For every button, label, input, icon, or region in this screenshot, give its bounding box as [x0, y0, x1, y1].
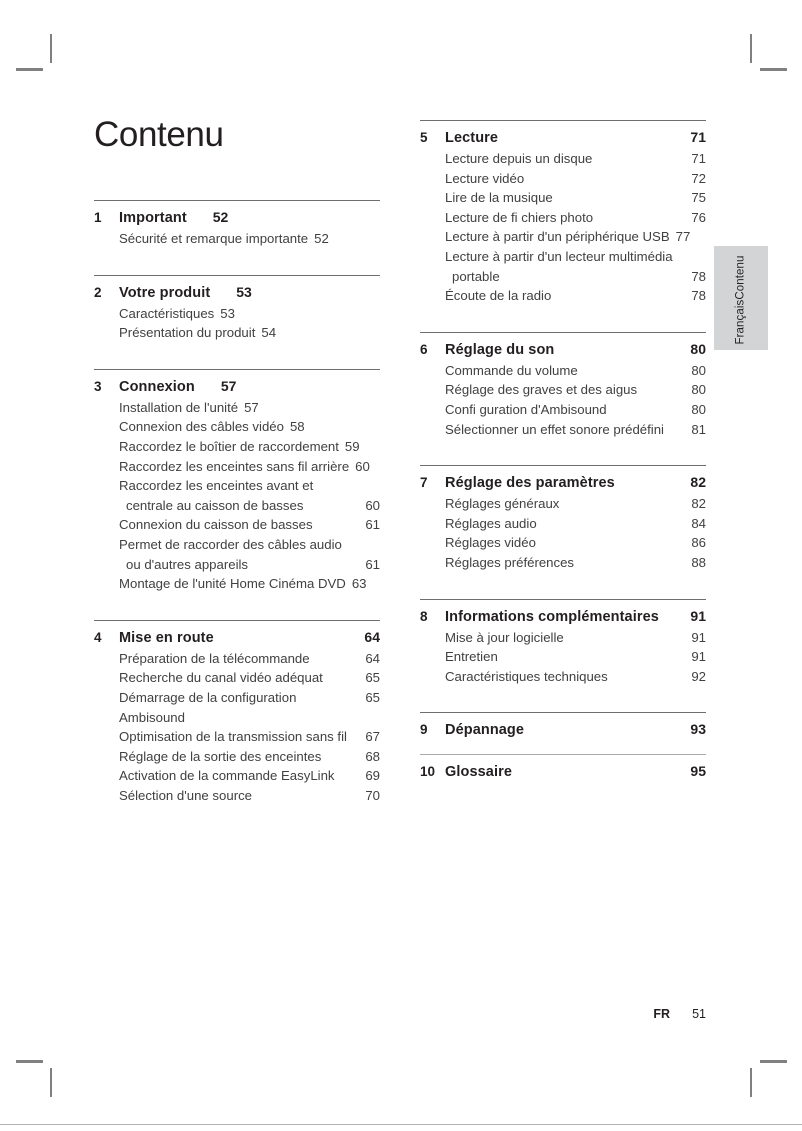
toc-section-page-number: 91	[690, 607, 706, 624]
toc-entry-label: Permet de raccorder des câbles audio	[119, 536, 342, 552]
toc-entry-page-number: 78	[691, 288, 706, 304]
toc-section	[420, 120, 706, 306]
toc-entry[interactable]	[420, 188, 706, 208]
toc-entry-label: Réglages vidéo	[445, 535, 536, 551]
crop-mark-top-right-vertical	[750, 34, 752, 63]
toc-entry-page-number: 86	[691, 535, 706, 551]
toc-section-number: 1	[94, 210, 102, 225]
toc-section-page-number: 64	[364, 628, 380, 645]
crop-mark-top-left-vertical	[50, 34, 52, 63]
toc-entry-page-number: 84	[691, 515, 706, 531]
toc-entry[interactable]	[94, 727, 380, 747]
toc-entry[interactable]	[420, 247, 706, 267]
toc-section-number: 6	[420, 341, 428, 357]
toc-entry-label: Installation de l'unité	[119, 399, 239, 415]
page-title: Contenu	[94, 115, 224, 154]
toc-entry-label: Sécurité et remarque importante	[119, 231, 309, 246]
toc-entry-label: Écoute de la radio	[445, 288, 552, 304]
toc-entry-list	[420, 491, 706, 572]
toc-entry-page-number: 88	[691, 554, 706, 570]
toc-entry-page-number: 78	[691, 268, 706, 284]
toc-section-number: 5	[420, 130, 428, 145]
toc-entry-page-number: 61	[365, 556, 380, 572]
toc-entry-label: Caractéristiques techniques	[445, 668, 608, 684]
toc-entry[interactable]	[94, 476, 380, 496]
crop-mark-bottom-left-vertical	[50, 1068, 52, 1097]
toc-entry-label: Réglages préférences	[445, 554, 575, 570]
toc-entry[interactable]	[420, 533, 706, 553]
toc-entry-page-number: 64	[365, 650, 380, 666]
toc-entry-page-number: 70	[365, 787, 380, 803]
toc-section	[94, 200, 380, 249]
toc-entry-page-number: 53	[220, 305, 235, 321]
toc-entry[interactable]	[94, 515, 380, 535]
toc-section-heading[interactable]	[94, 370, 380, 395]
toc-entry-label: portable	[452, 268, 500, 284]
toc-entry-page-number: 82	[691, 496, 706, 512]
toc-entry-page-number: 91	[691, 629, 706, 645]
crop-mark-bottom-left-horizontal	[16, 1060, 43, 1063]
toc-section-title: Glossaire	[445, 764, 512, 781]
toc-entry-label: Présentation du produit	[119, 325, 256, 341]
toc-section-title: Important	[119, 210, 187, 226]
toc-section-title: Informations complémentaires	[445, 608, 659, 625]
toc-entry-label: Commande du volume	[445, 362, 578, 378]
toc-entry[interactable]	[94, 649, 380, 669]
toc-section-page-number: 57	[220, 377, 237, 394]
toc-entry-page-number: 80	[691, 382, 706, 398]
toc-entry[interactable]	[94, 496, 380, 516]
footer-language-code: FR	[653, 1007, 671, 1021]
toc-entry[interactable]	[420, 514, 706, 534]
toc-entry-page-number: 58	[289, 419, 305, 435]
toc-section-title: Mise en route	[119, 629, 214, 646]
toc-entry[interactable]	[420, 553, 706, 573]
crop-mark-top-left-horizontal	[16, 68, 43, 71]
page-footer	[420, 1007, 706, 1021]
toc-entry[interactable]	[94, 555, 380, 575]
toc-section-heading[interactable]	[420, 755, 706, 780]
toc-section	[420, 465, 706, 572]
toc-entry-list	[420, 625, 706, 687]
toc-column-left	[94, 200, 380, 805]
toc-section-number: 3	[94, 378, 102, 394]
toc-entry-page-number: 69	[365, 768, 380, 784]
toc-entry-page-number: 59	[344, 438, 360, 454]
toc-entry-list	[420, 146, 706, 306]
toc-entry-label: Mise à jour logicielle	[445, 629, 564, 645]
toc-entry-page-number: 92	[691, 668, 706, 684]
toc-section	[420, 332, 706, 439]
toc-section-gap	[420, 738, 706, 754]
side-tab-label: FrançaisContenu	[735, 255, 748, 345]
toc-entry[interactable]	[94, 688, 380, 727]
toc-entry-page-number: 60	[355, 458, 370, 474]
toc-section-heading[interactable]	[420, 333, 706, 358]
toc-entry[interactable]	[420, 361, 706, 381]
toc-entry[interactable]	[94, 398, 380, 418]
toc-entry-page-number: 60	[365, 497, 380, 513]
toc-entry-label: Lecture de fi chiers photo	[445, 209, 594, 225]
toc-section-heading[interactable]	[94, 201, 380, 226]
toc-entry-label: Montage de l'unité Home Cinéma DVD	[119, 576, 346, 592]
toc-entry-label: Préparation de la télécommande	[119, 650, 310, 666]
toc-entry-page-number: 63	[351, 576, 367, 592]
toc-section-gap	[420, 439, 706, 465]
toc-section-heading[interactable]	[94, 621, 380, 646]
toc-entry[interactable]	[420, 400, 706, 420]
toc-section-page-number: 93	[690, 721, 706, 738]
toc-section-gap	[94, 249, 380, 275]
toc-section	[94, 620, 380, 806]
toc-entry-label: Raccordez les enceintes avant et	[119, 478, 314, 494]
toc-section-heading[interactable]	[420, 466, 706, 491]
toc-entry-page-number: 65	[365, 670, 380, 686]
toc-section-page-number: 53	[236, 283, 252, 300]
toc-entry[interactable]	[94, 323, 380, 343]
toc-section-number: 8	[420, 608, 428, 624]
toc-entry[interactable]	[420, 494, 706, 514]
toc-entry-label: Activation de la commande EasyLink	[119, 768, 335, 784]
toc-section-gap	[94, 594, 380, 620]
toc-section-number: 10	[420, 764, 436, 780]
toc-entry-page-number: 57	[244, 399, 259, 415]
toc-section-number: 7	[420, 475, 428, 491]
toc-entry-page-number: 81	[691, 421, 706, 437]
toc-entry-page-number: 68	[365, 748, 380, 764]
toc-section	[420, 754, 706, 780]
toc-entry[interactable]	[420, 267, 706, 287]
toc-entry-label: Raccordez les enceintes sans fil arrière	[119, 458, 350, 474]
toc-entry-label: Réglage des graves et des aigus	[445, 382, 638, 398]
toc-section-title: Votre produit	[119, 284, 211, 301]
toc-entry-label: centrale au caisson de basses	[126, 497, 304, 513]
toc-entry-label: Raccordez le boîtier de raccordement	[119, 438, 339, 454]
toc-section-page-number: 82	[690, 474, 706, 491]
toc-entry[interactable]	[94, 457, 380, 477]
toc-entry-page-number: 72	[691, 170, 706, 186]
toc-entry-label: Lecture à partir d'un lecteur multimédia	[445, 248, 673, 264]
crop-mark-bottom-right-horizontal	[760, 1060, 787, 1063]
toc-section-number: 9	[420, 722, 428, 738]
toc-entry[interactable]	[420, 628, 706, 648]
toc-section-number: 2	[94, 284, 102, 300]
toc-entry[interactable]	[94, 786, 380, 806]
toc-section-gap	[94, 343, 380, 369]
toc-entry[interactable]	[420, 149, 706, 169]
toc-entry-label: Entretien	[445, 649, 498, 665]
toc-entry-page-number: 75	[691, 190, 706, 206]
toc-entry-page-number: 67	[365, 729, 380, 745]
toc-entry[interactable]	[420, 169, 706, 189]
toc-section-page-number: 80	[690, 340, 706, 357]
toc-section-gap	[420, 686, 706, 712]
toc-entry-page-number: 54	[261, 325, 277, 341]
toc-entry-label: ou d'autres appareils	[126, 556, 249, 572]
toc-section-title: Dépannage	[445, 722, 525, 739]
toc-entry-label: Caractéristiques	[119, 305, 215, 321]
toc-entry[interactable]	[420, 667, 706, 687]
toc-entry[interactable]	[420, 227, 706, 247]
toc-entry-label: Réglages audio	[445, 515, 537, 531]
toc-entry-list	[94, 226, 380, 249]
toc-entry-label: Lecture vidéo	[445, 170, 525, 186]
toc-entry[interactable]	[420, 208, 706, 228]
toc-entry-label: Lire de la musique	[445, 190, 553, 206]
toc-section-title: Lecture	[445, 130, 499, 146]
toc-entry-list	[94, 301, 380, 343]
toc-section-gap	[420, 306, 706, 332]
toc-section-title: Connexion	[119, 378, 195, 395]
toc-section	[94, 369, 380, 594]
toc-entry-label: Sélectionner un effet sonore prédéfini	[445, 421, 664, 437]
toc-entry-page-number: 80	[691, 401, 706, 417]
toc-entry-label: Démarrage de la configuration Ambisound	[119, 689, 297, 725]
toc-entry-label: Lecture à partir d'un périphérique USB	[445, 229, 670, 245]
toc-section-gap	[420, 573, 706, 599]
toc-section-page-number: 52	[212, 209, 229, 225]
toc-section-heading[interactable]	[94, 276, 380, 301]
toc-section-title: Réglage du son	[445, 341, 555, 358]
toc-entry-label: Recherche du canal vidéo adéquat	[119, 670, 323, 686]
toc-section-heading[interactable]	[420, 600, 706, 625]
toc-entry-label: Connexion des câbles vidéo	[119, 419, 284, 435]
toc-column-right	[420, 120, 706, 780]
toc-section-heading[interactable]	[420, 121, 706, 146]
toc-entry[interactable]	[94, 574, 380, 594]
toc-entry-page-number: 65	[365, 689, 380, 705]
toc-entry-page-number: 80	[691, 362, 706, 378]
toc-section-title: Réglage des paramètres	[445, 475, 615, 492]
toc-entry[interactable]	[94, 668, 380, 688]
toc-section-page-number: 95	[690, 763, 706, 780]
toc-entry-label: Optimisation de la transmission sans fil	[119, 729, 347, 745]
toc-entry-page-number: 76	[691, 209, 706, 225]
toc-section-number: 4	[94, 629, 102, 645]
toc-section	[420, 712, 706, 738]
side-tab	[714, 222, 768, 372]
toc-entry-list	[94, 395, 380, 594]
crop-mark-bottom-right-vertical	[750, 1068, 752, 1097]
footer-page-number: 51	[692, 1007, 706, 1021]
toc-entry[interactable]	[94, 747, 380, 767]
toc-entry-page-number: 61	[365, 517, 380, 533]
toc-entry-list	[94, 646, 380, 806]
toc-entry-label: Lecture depuis un disque	[445, 151, 593, 166]
toc-entry[interactable]	[94, 535, 380, 555]
toc-section-page-number: 71	[690, 129, 706, 145]
toc-entry[interactable]	[94, 304, 380, 324]
toc-entry-label: Réglage de la sortie des enceintes	[119, 748, 322, 764]
toc-entry[interactable]	[94, 437, 380, 457]
crop-mark-top-right-horizontal	[760, 68, 787, 71]
toc-section	[94, 275, 380, 343]
toc-entry-page-number: 91	[691, 649, 706, 665]
toc-entry[interactable]	[420, 420, 706, 440]
toc-entry[interactable]	[420, 380, 706, 400]
toc-entry-label: Confi guration d'Ambisound	[445, 401, 607, 417]
toc-entry[interactable]	[420, 647, 706, 667]
toc-section	[420, 599, 706, 687]
toc-entry-page-number: 52	[314, 231, 329, 246]
toc-entry-page-number: 71	[691, 151, 706, 166]
toc-entry[interactable]	[94, 766, 380, 786]
toc-entry-label: Connexion du caisson de basses	[119, 517, 313, 533]
toc-entry[interactable]	[94, 417, 380, 437]
toc-section-heading[interactable]	[420, 713, 706, 738]
toc-entry-list	[420, 358, 706, 439]
toc-entry-label: Réglages généraux	[445, 496, 560, 512]
toc-entry-page-number: 77	[675, 229, 691, 245]
toc-entry-label: Sélection d'une source	[119, 787, 253, 803]
page-bottom-rule	[0, 1124, 802, 1125]
toc-entry[interactable]	[94, 229, 380, 249]
toc-entry[interactable]	[420, 286, 706, 306]
